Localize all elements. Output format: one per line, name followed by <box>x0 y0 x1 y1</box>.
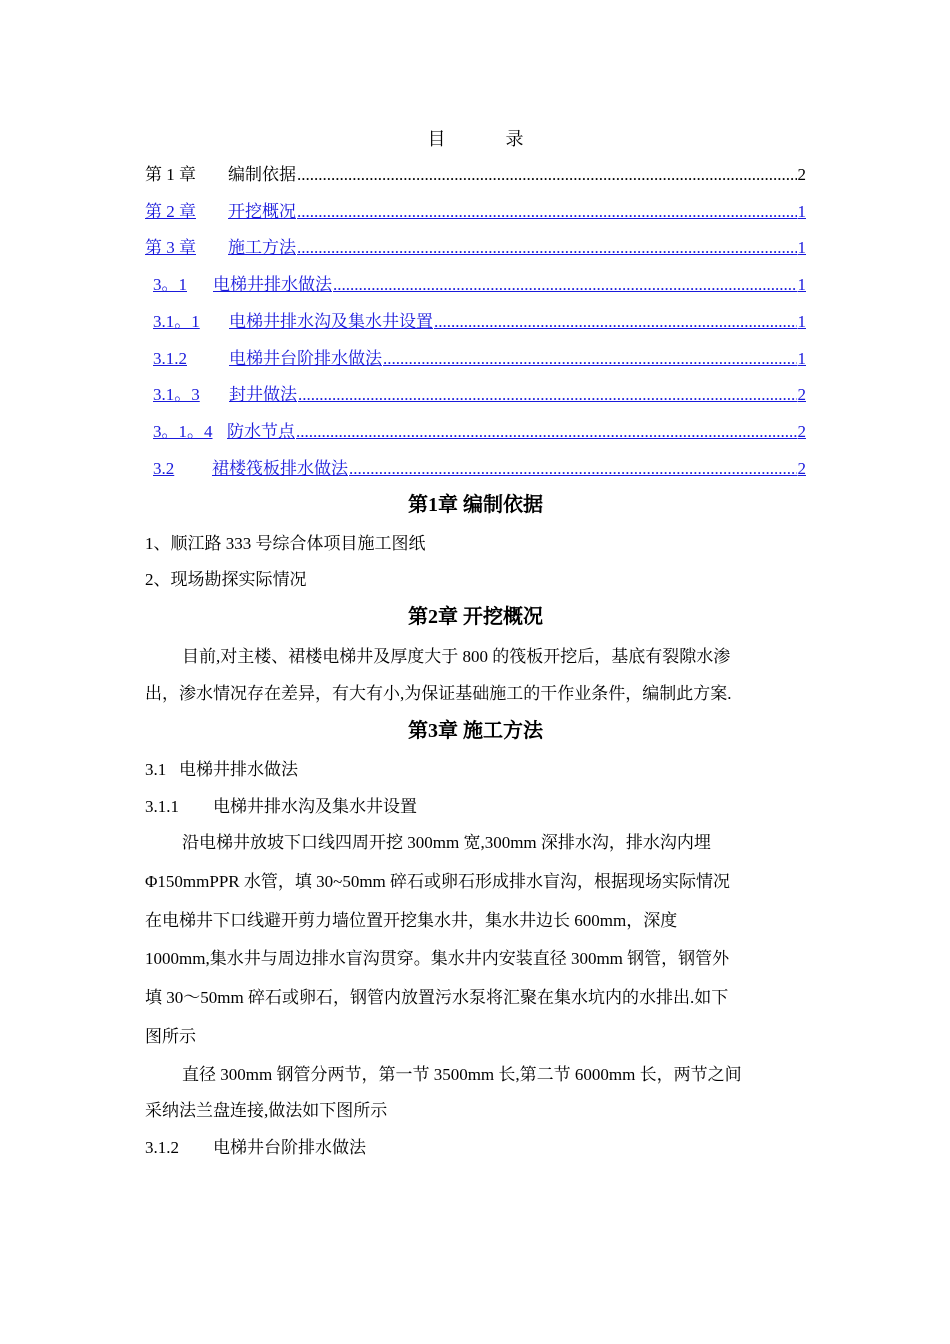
toc-entry-title: 防水节点 <box>227 422 295 441</box>
toc-entry-page: 1 <box>797 312 806 331</box>
toc-entry <box>145 163 806 187</box>
body-line: 采纳法兰盘连接,做法如下图所示 <box>145 1101 388 1120</box>
toc-leader <box>349 457 797 481</box>
toc-entry-number: 第 2 章 <box>145 202 196 221</box>
toc-entry-title: 电梯井排水做法 <box>213 275 332 294</box>
ch1-item-1: 1、顺江路 333 号综合体项目施工图纸 <box>145 534 426 553</box>
toc-link[interactable] <box>153 420 806 444</box>
section-number: 3.1.2 <box>145 1138 179 1157</box>
toc-entry-page: 2 <box>797 165 806 184</box>
section-3-1-1-heading <box>145 795 806 819</box>
toc-entry-number: 3.1。3 <box>153 385 200 404</box>
toc-entry-title: 施工方法 <box>228 238 296 257</box>
toc-entry-page: 1 <box>797 238 806 257</box>
body-line: 1000mm,集水井与周边排水盲沟贯穿。集水井内安装直径 300mm 钢管，钢管外 <box>145 949 730 968</box>
toc-leader <box>333 273 797 297</box>
toc-link[interactable] <box>153 457 806 481</box>
toc-link[interactable] <box>153 383 806 407</box>
toc-link[interactable] <box>153 310 806 334</box>
toc-entry-title: 开挖概况 <box>228 202 296 221</box>
toc-leader <box>296 420 797 444</box>
ch1-item-2: 2、现场勘探实际情况 <box>145 570 307 589</box>
toc-link[interactable] <box>145 236 806 260</box>
toc-leader <box>383 347 797 371</box>
section-title: 电梯井排水沟及集水井设置 <box>213 797 417 816</box>
body-line: 沿电梯井放坡下口线四周开挖 300mm 宽,300mm 深排水沟，排水沟内埋 <box>182 833 711 852</box>
toc-entry-title: 电梯井排水沟及集水井设置 <box>229 312 433 331</box>
section-number: 3.1.1 <box>145 797 179 816</box>
toc-entry-number: 第 3 章 <box>145 238 196 257</box>
toc-entry-page: 1 <box>797 275 806 294</box>
toc-entry-number: 3。1。4 <box>153 422 213 441</box>
toc-link[interactable] <box>153 273 806 297</box>
toc-entry-page: 2 <box>797 385 806 404</box>
chapter-2-heading: 第2章 开挖概况 <box>408 606 543 628</box>
toc-leader <box>434 310 797 334</box>
section-3-1-heading <box>145 758 806 782</box>
toc-link[interactable] <box>153 347 806 371</box>
toc-entry-number: 3.1。1 <box>153 312 200 331</box>
toc-leader <box>297 163 797 187</box>
toc-title <box>145 127 806 151</box>
toc-title-left: 目 <box>427 129 446 149</box>
body-line: 在电梯井下口线避开剪力墙位置开挖集水井，集水井边长 600mm，深度 <box>145 911 678 930</box>
section-3-1-2-heading <box>145 1136 806 1160</box>
body-line: 图所示 <box>145 1027 196 1046</box>
toc-title-right: 录 <box>505 129 524 149</box>
body-line: 填 30～50mm 碎石或卵石，钢管内放置污水泵将汇聚在集水坑内的水排出.如下 <box>145 988 729 1007</box>
toc-entry-title: 编制依据 <box>228 165 296 184</box>
chapter-1-heading: 第1章 编制依据 <box>408 494 543 516</box>
toc-entry-number: 3。1 <box>153 275 187 294</box>
toc-link[interactable] <box>145 200 806 224</box>
toc-entry-page: 2 <box>797 422 806 441</box>
ch2-para-line: 目前,对主楼、裙楼电梯井及厚度大于 800 的筏板开挖后，基底有裂隙水渗 <box>182 647 731 666</box>
toc-entry-number: 第 1 章 <box>145 165 196 184</box>
toc-entry-title: 电梯井台阶排水做法 <box>229 349 382 368</box>
section-title: 电梯井排水做法 <box>179 760 298 779</box>
toc-entry-number: 3.2 <box>153 459 175 478</box>
chapter-3-heading: 第3章 施工方法 <box>408 720 543 742</box>
body-line: 直径 300mm 钢管分两节，第一节 3500mm 长,第二节 6000mm 长，两节之间 <box>182 1065 742 1084</box>
toc-entry-page: 1 <box>797 349 806 368</box>
toc-entry-page: 2 <box>797 459 806 478</box>
ch2-para-line: 出，渗水情况存在差异，有大有小,为保证基础施工的干作业条件，编制此方案. <box>145 684 732 703</box>
body-line: Φ150mmPPR 水管，填 30~50mm 碎石或卵石形成排水盲沟，根据现场实际情况 <box>145 872 731 891</box>
toc-leader <box>298 383 797 407</box>
toc-entry-title: 裙楼筏板排水做法 <box>212 459 348 478</box>
toc-entry-number: 3.1.2 <box>153 349 187 368</box>
toc-leader <box>297 236 797 260</box>
toc-entry-title: 封井做法 <box>229 385 297 404</box>
toc-leader <box>297 200 797 224</box>
toc-entry-page: 1 <box>797 202 806 221</box>
section-title: 电梯井台阶排水做法 <box>213 1138 366 1157</box>
section-number: 3.1 <box>145 760 167 779</box>
